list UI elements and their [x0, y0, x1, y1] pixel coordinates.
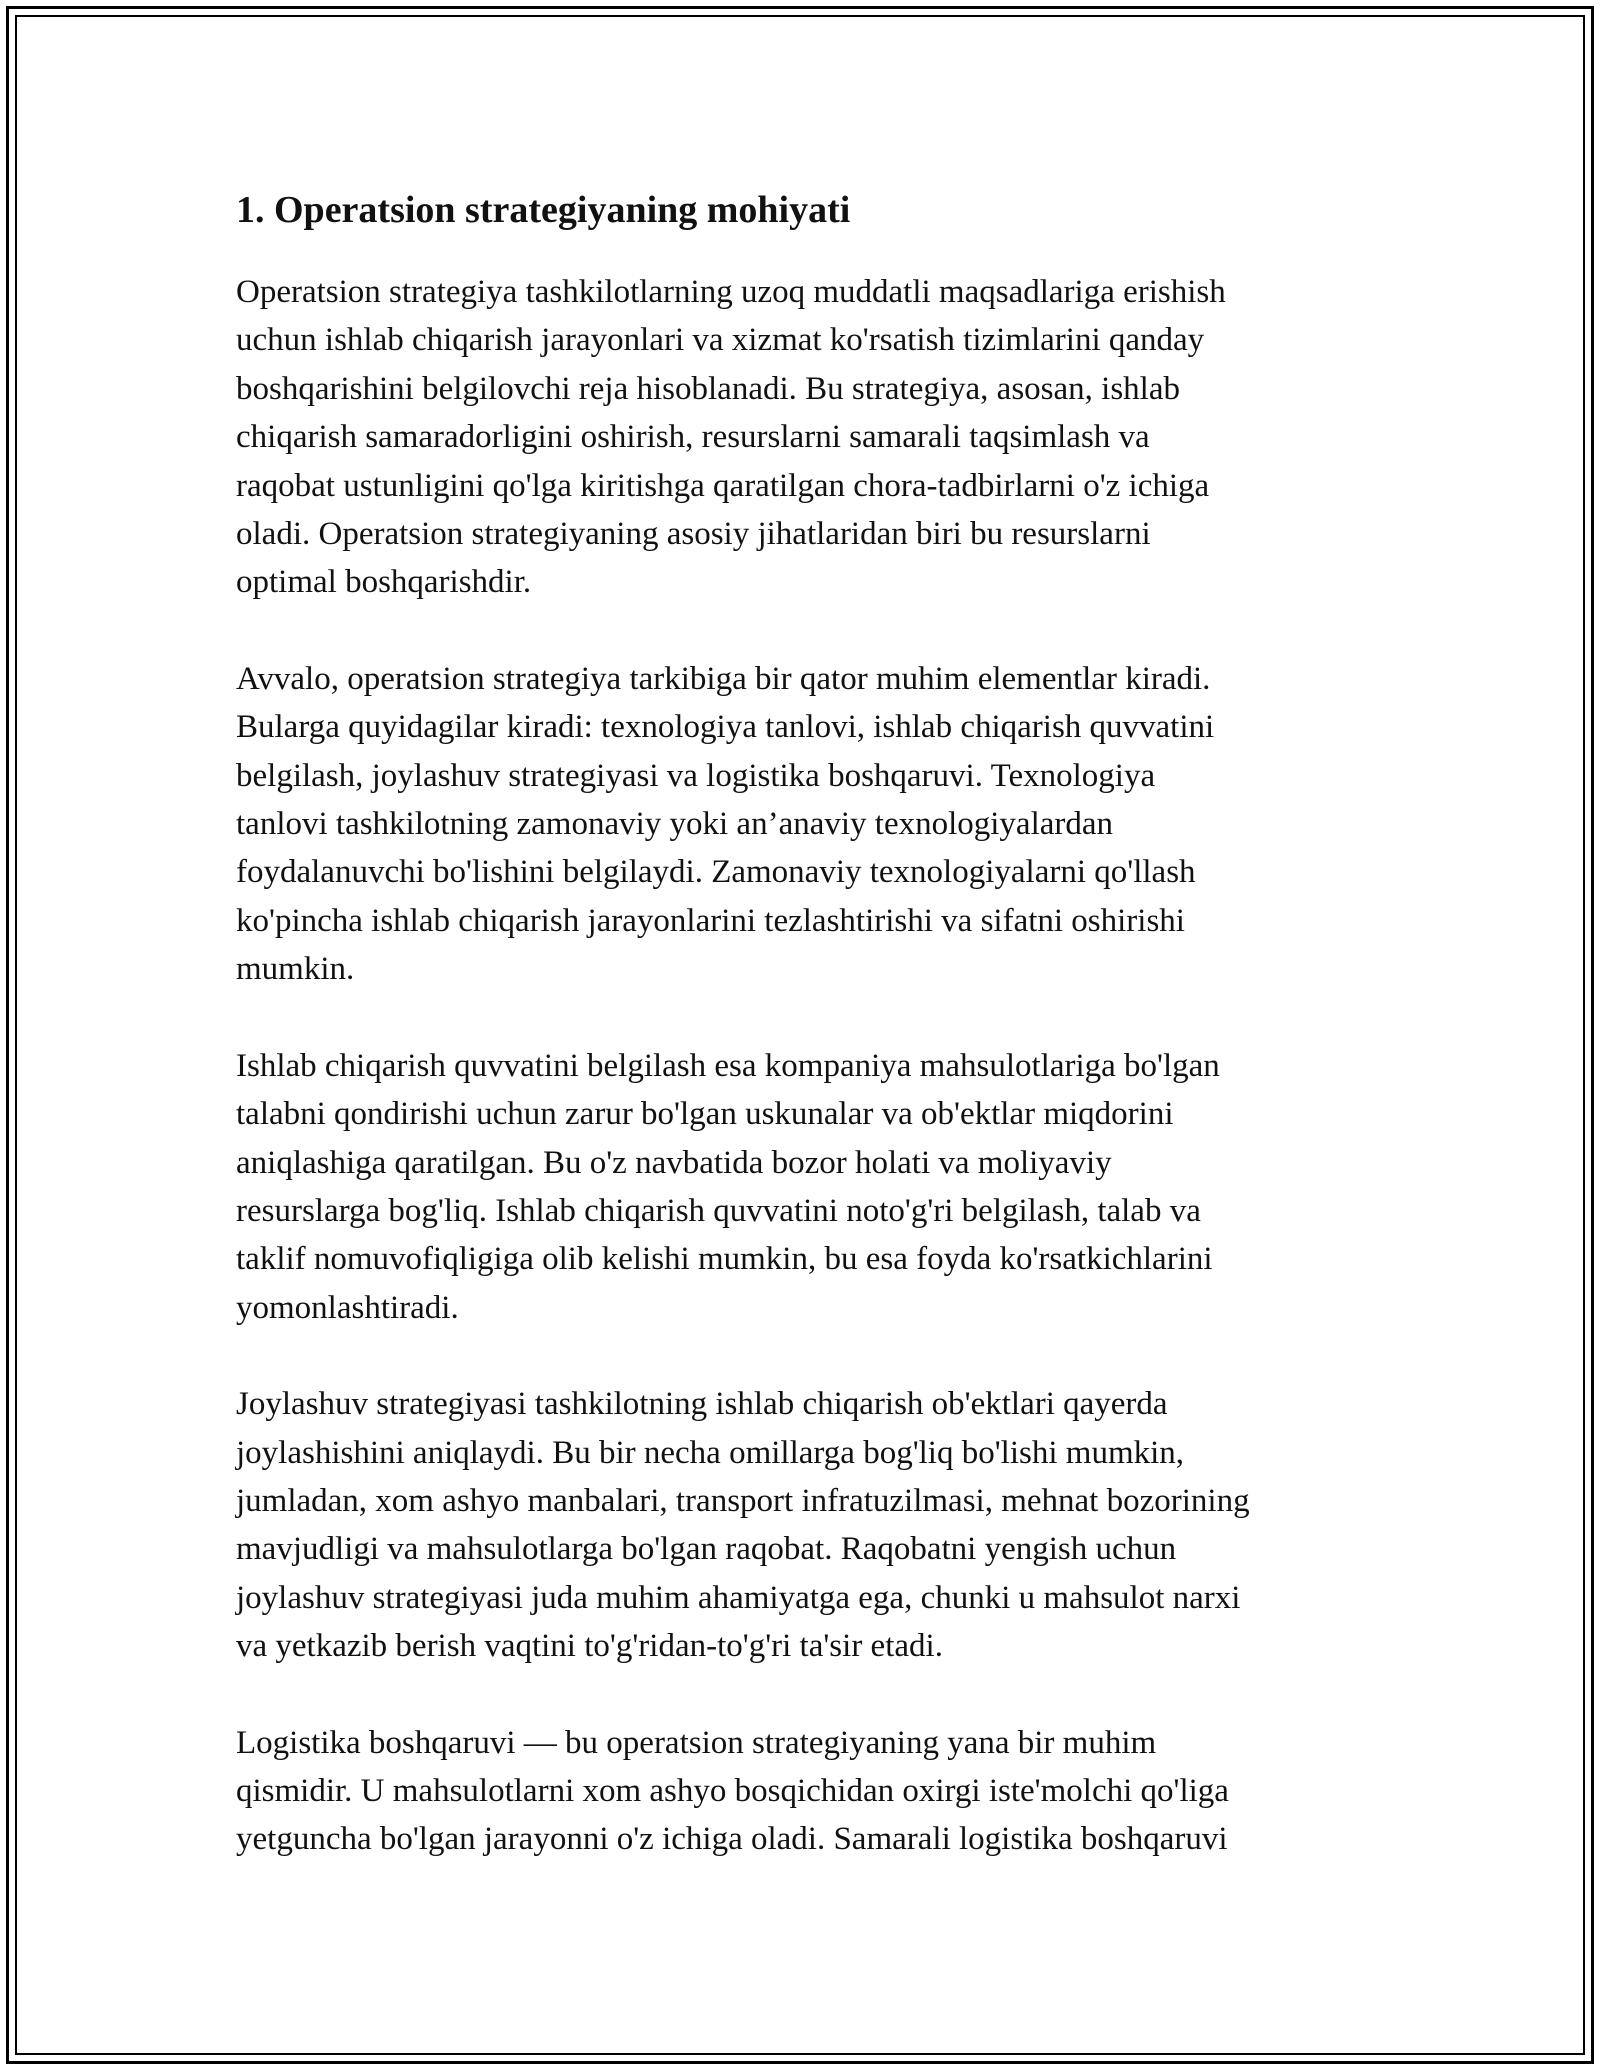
text-line: jumladan, xom ashyo manbalari, transport infratuzilmasi, mehnat bozorining [236, 1482, 1250, 1519]
text-line: oladi. Operatsion strategiyaning asosiy jihatlaridan biri bu resurslarni [236, 516, 1151, 553]
text-line: mumkin. [236, 951, 355, 988]
text-line: ko'pincha ishlab chiqarish jarayonlarini tezlashtirishi va sifatni oshirishi [236, 902, 1185, 939]
text-line: Ishlab chiqarish quvvatini belgilash esa kompaniya mahsulotlariga bo'lgan [236, 1047, 1220, 1084]
text-line: yomonlashtiradi. [236, 1289, 459, 1326]
text-line: belgilash, joylashuv strategiyasi va logistika boshqaruvi. Texnologiya [236, 757, 1156, 794]
text-line: Operatsion strategiya tashkilotlarning uzoq muddatli maqsadlariga erishish [236, 274, 1226, 310]
text-line: joylashishini aniqlaydi. Bu bir necha omillarga bog'liq bo'lishi mumkin, [236, 1434, 1185, 1471]
text-line: tanlovi tashkilotning zamonaviy yoki an’anaviy texnologiyalardan [236, 806, 1114, 843]
text-line: qismidir. U mahsulotlarni xom ashyo bosqichidan oxirgi iste'molchi qo'liga [236, 1772, 1229, 1809]
text-line: yetguncha bo'lgan jarayonni o'z ichiga oladi. Samarali logistika boshqaruvi [236, 1821, 1228, 1858]
text-line: Avvalo, operatsion strategiya tarkibiga bir qator muhim elementlar kiradi. [236, 660, 1211, 697]
paragraph-2 [236, 655, 1366, 994]
paragraph-4 [236, 1380, 1366, 1670]
text-line: optimal boshqarishdir. [236, 564, 532, 601]
paragraph-3 [236, 1042, 1366, 1332]
text-line: joylashuv strategiyasi juda muhim ahamiyatga ega, chunki u mahsulot narxi [236, 1579, 1241, 1616]
text-line: Bularga quyidagilar kiradi: texnologiya tanlovi, ishlab chiqarish quvvatini [236, 709, 1215, 746]
text-line: Logistika boshqaruvi — bu operatsion strategiyaning yana bir muhim [236, 1724, 1157, 1761]
document-body [236, 186, 1366, 1912]
paragraph-5 [236, 1719, 1366, 1864]
paragraph-1 [236, 268, 1366, 607]
text-line: mavjudligi va mahsulotlarga bo'lgan raqobat. Raqobatni yengish uchun [236, 1531, 1177, 1568]
text-line: talabni qondirishi uchun zarur bo'lgan uskunalar va ob'ektlar miqdorini [236, 1096, 1174, 1133]
text-line: Joylashuv strategiyasi tashkilotning ishlab chiqarish ob'ektlari qayerda [236, 1386, 1168, 1423]
text-line: uchun ishlab chiqarish jarayonlari va xizmat ko'rsatish tizimlarini qanday [236, 322, 1205, 359]
text-line: va yetkazib berish vaqtini to'g'ridan-to'g'ri ta'sir etadi. [236, 1628, 943, 1665]
text-line: boshqarishini belgilovchi reja hisoblanadi. Bu strategiya, asosan, ishlab [236, 370, 1180, 407]
text-line: aniqlashiga qaratilgan. Bu o'z navbatida bozor holati va moliyaviy [236, 1144, 1112, 1181]
section-heading: 1. Operatsion strategiyaning mohiyati [236, 189, 851, 231]
text-line: raqobat ustunligini qo'lga kiritishga qaratilgan chora-tadbirlarni o'z ichiga [236, 467, 1210, 504]
text-line: chiqarish samaradorligini oshirish, resurslarni samarali taqsimlash va [236, 419, 1150, 456]
text-line: resurslarga bog'liq. Ishlab chiqarish quvvatini noto'g'ri belgilash, talab va [236, 1192, 1201, 1229]
text-line: taklif nomuvofiqligiga olib kelishi mumkin, bu esa foyda ko'rsatkichlarini [236, 1241, 1213, 1278]
text-line: foydalanuvchi bo'lishini belgilaydi. Zamonaviy texnologiyalarni qo'llash [236, 854, 1196, 891]
